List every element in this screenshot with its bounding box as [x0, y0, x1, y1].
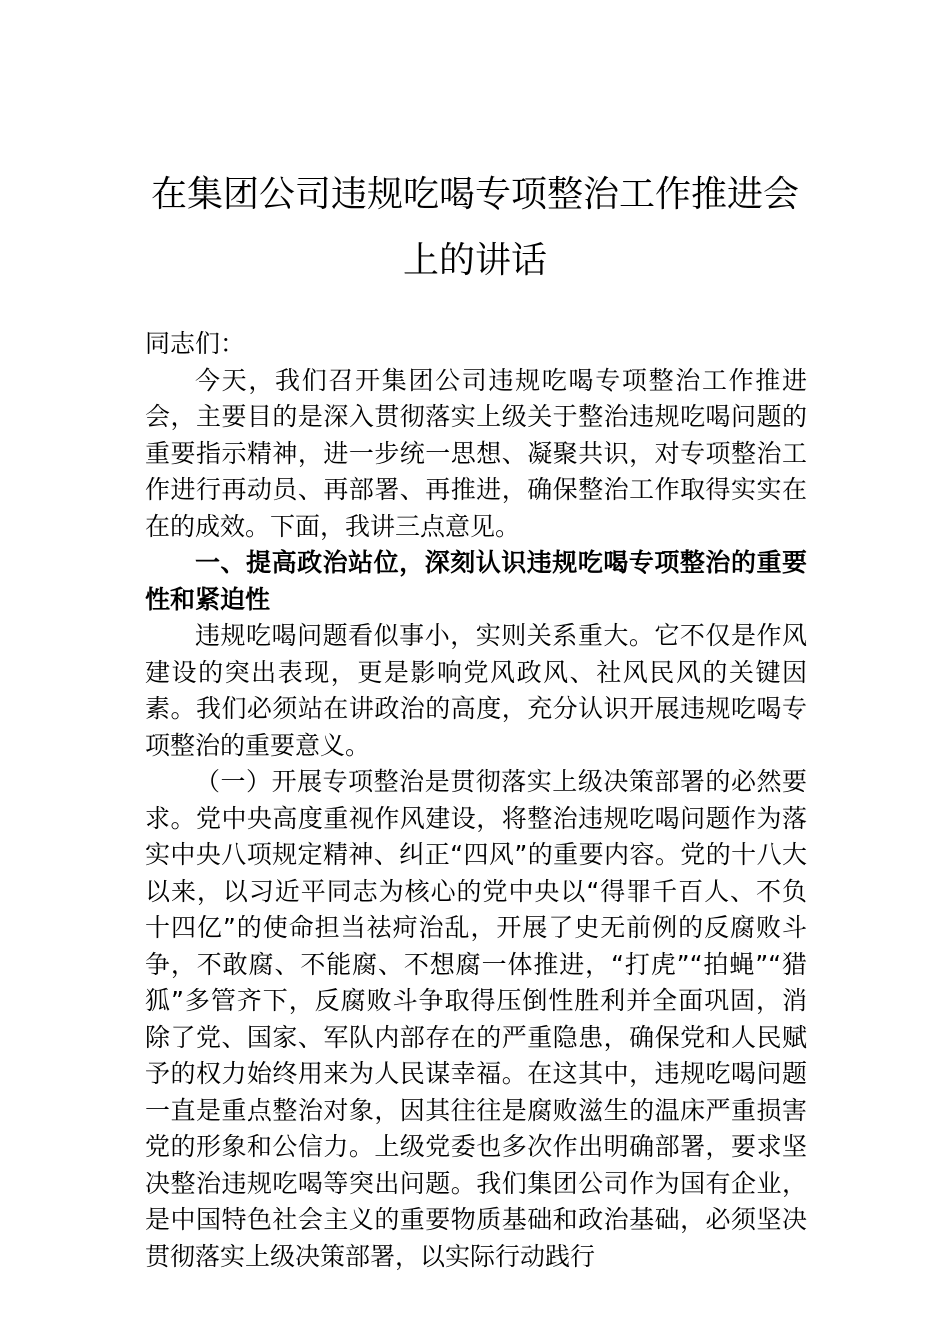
document-title	[120, 162, 830, 294]
document-body	[145, 326, 807, 1275]
paragraph-intro: 今天，我们召开集团公司违规吃喝专项整治工作推进会，主要目的是深入贯彻落实上级关于整治违规吃喝问题的重要指示精神，进一步统一思想、凝聚共识，对专项整治工作进行再动员、再部署、再推进，确保整治工作取得实实在在的成效。下面，我讲三点意见。	[145, 365, 807, 541]
salutation: 同志们：	[145, 329, 246, 358]
title-line-2: 上的讲话	[402, 240, 547, 281]
title-line-1: 在集团公司违规吃喝专项整治工作推进会	[150, 174, 799, 215]
paragraph-section-1-lead: 违规吃喝问题看似事小，实则关系重大。它不仅是作风建设的突出表现，更是影响党风政风、社风民风的关键因素。我们必须站在讲政治的高度，充分认识开展违规吃喝专项整治的重要意义。	[145, 621, 807, 760]
section-heading-1: 一、提高政治站位，深刻认识违规吃喝专项整治的重要性和紧迫性	[145, 548, 807, 614]
paragraph-subsection-1: （一）开展专项整治是贯彻落实上级决策部署的必然要求。党中央高度重视作风建设，将整治违规吃喝问题作为落实中央八项规定精神、纠正“四风”的重要内容。党的十八大以来，以习近平同志为核心的党中央以“得罪千百人、不负十四亿”的使命担当祛疴治乱，开展了史无前例的反腐败斗争，不敢腐、不能腐、不想腐一体推进，“打虎”“拍蝇”“猎狐”多管齐下，反腐败斗争取得压倒性胜利并全面巩固，消除了党、国家、军队内部存在的严重隐患，确保党和人民赋予的权力始终用来为人民谋幸福。在这其中，违规吃喝问题一直是重点整治对象，因其往往是腐败滋生的温床严重损害党的形象和公信力。上级党委也多次作出明确部署，要求坚决整治违规吃喝等突出问题。我们集团公司作为国有企业，是中国特色社会主义的重要物质基础和政治基础，必须坚决贯彻落实上级决策部署，以实际行动践行	[145, 767, 807, 1271]
